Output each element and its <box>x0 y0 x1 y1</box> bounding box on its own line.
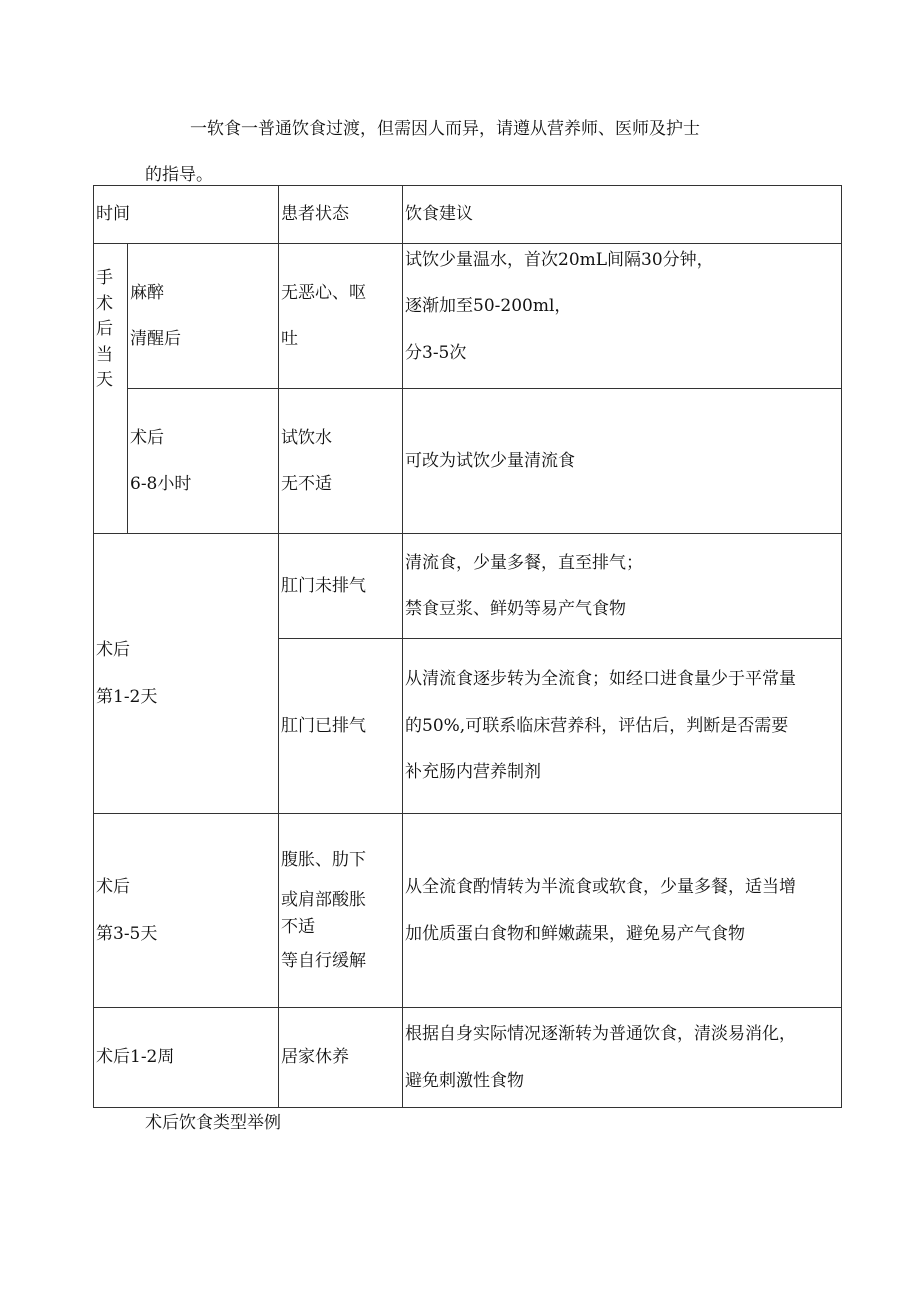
advice-cell <box>403 389 842 534</box>
status-line: 不适 <box>281 916 315 937</box>
status-line: 无恶心、呕 <box>281 282 366 303</box>
time-line: 术后 <box>130 427 164 448</box>
status-cell: 居家休养 <box>279 1008 403 1108</box>
period-line: 第1-2天 <box>96 686 158 707</box>
status-line: 等自行缓解 <box>281 950 366 971</box>
status-cell <box>279 244 403 389</box>
advice-line: 根据自身实际情况逐渐转为普通饮食，清淡易消化， <box>405 1024 796 1045</box>
header-status: 患者状态 <box>279 186 403 244</box>
advice-line: 禁食豆浆、鲜奶等易产气食物 <box>405 599 626 619</box>
period-week1-2: 术后1-2周 <box>94 1008 279 1108</box>
time-line: 6-8小时 <box>130 474 192 494</box>
period-day0: 手术后当天 <box>94 244 128 534</box>
table-row <box>94 534 842 639</box>
time-cell <box>128 389 279 534</box>
period-line: 术后 <box>96 640 130 661</box>
advice-line: 试饮少量温水，首次20mL间隔30分钟， <box>405 250 714 270</box>
table-row <box>94 1008 842 1108</box>
advice-cell <box>403 1008 842 1108</box>
advice-cell <box>403 814 842 1008</box>
advice-line: 可改为试饮少量清流食 <box>405 450 575 471</box>
status-cell: 肛门未排气 <box>279 534 403 639</box>
time-line: 麻醉 <box>130 282 164 303</box>
advice-line: 分3-5次 <box>405 342 467 363</box>
status-cell <box>279 814 403 1008</box>
status-line: 吐 <box>281 329 298 349</box>
period-line: 术后 <box>96 877 130 898</box>
advice-line: 加优质蛋白食物和鲜嫩蔬果，避免易产气食物 <box>405 923 745 944</box>
status-cell: 肛门已排气 <box>279 639 403 814</box>
diet-table <box>93 185 842 1108</box>
advice-line: 从全流食酌情转为半流食或软食，少量多餐，适当增 <box>405 877 796 898</box>
advice-line: 补充肠内营养制剂 <box>405 762 541 783</box>
period-day3-5 <box>94 814 279 1008</box>
status-line: 试饮水 <box>281 427 332 448</box>
status-cell <box>279 389 403 534</box>
table-row <box>94 389 842 534</box>
header-time: 时间 <box>94 186 279 244</box>
time-cell <box>128 244 279 389</box>
intro-line-2: 的指导。 <box>145 165 213 185</box>
advice-line: 清流食，少量多餐，直至排气； <box>405 552 643 573</box>
status-line: 腹胀、肋下 <box>281 849 366 870</box>
table-row <box>94 814 842 1008</box>
header-advice: 饮食建议 <box>403 186 842 244</box>
table-caption: 术后饮食类型举例 <box>145 1113 281 1133</box>
advice-line: 逐渐加至50-200ml， <box>405 296 572 317</box>
intro-line-1: 一软食一普通饮食过渡，但需因人而异，请遵从营养师、医师及护士 <box>190 119 700 139</box>
period-line: 第3-5天 <box>96 923 158 944</box>
advice-cell <box>403 534 842 639</box>
advice-cell <box>403 244 842 389</box>
advice-line: 避免刺激性食物 <box>405 1070 524 1091</box>
status-line: 或肩部酸胀 <box>281 890 366 911</box>
time-line: 清醒后 <box>130 329 181 349</box>
period-day1-2 <box>94 534 279 814</box>
advice-line: 从清流食逐步转为全流食；如经口进食量少于平常量 <box>405 669 796 690</box>
advice-line: 的50%,可联系临床营养科，评估后，判断是否需要 <box>405 715 789 736</box>
header-row <box>94 186 842 244</box>
table-row <box>94 244 842 389</box>
status-line: 无不适 <box>281 474 332 494</box>
advice-cell <box>403 639 842 814</box>
